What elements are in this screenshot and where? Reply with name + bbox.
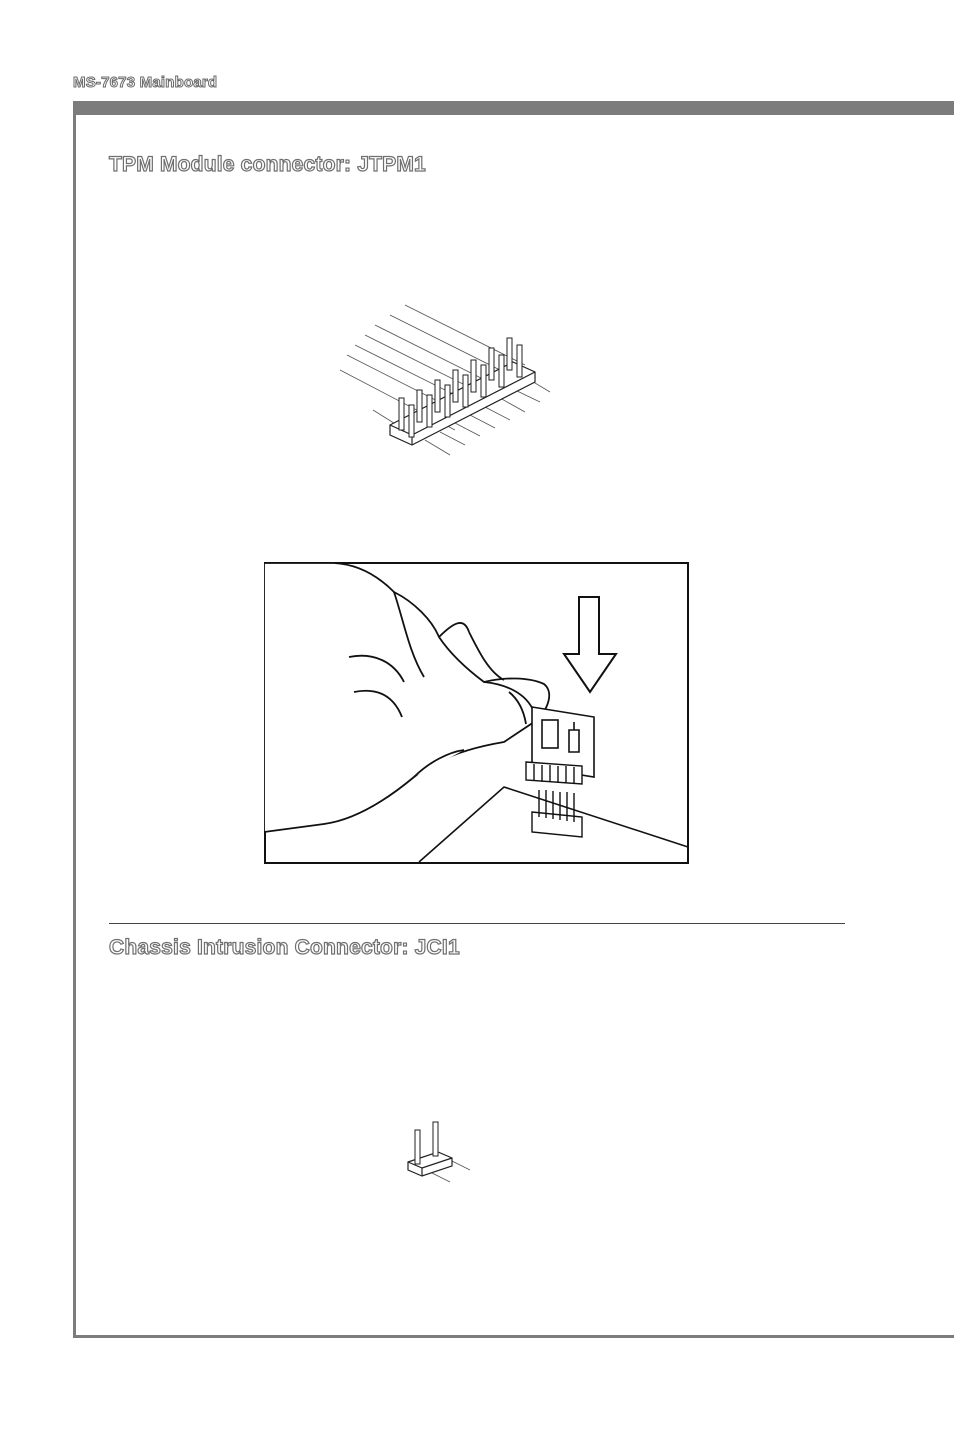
jtpm-pins (399, 338, 522, 437)
tpm-install-illustration (264, 562, 689, 864)
section-divider (109, 923, 845, 924)
tpm-socket (526, 762, 582, 784)
left-margin-rule (73, 101, 76, 1338)
section-title-jci1: Chassis Intrusion Connector: JCI1 (109, 936, 460, 959)
running-header: MS-7673 Mainboard (73, 74, 218, 91)
jtpm-connector-icon (335, 300, 565, 465)
bottom-rule (73, 1335, 954, 1338)
section-title-jtpm1: TPM Module connector: JTPM1 (109, 153, 426, 176)
jci-connector-icon (400, 1120, 480, 1185)
header-bar (73, 101, 954, 115)
